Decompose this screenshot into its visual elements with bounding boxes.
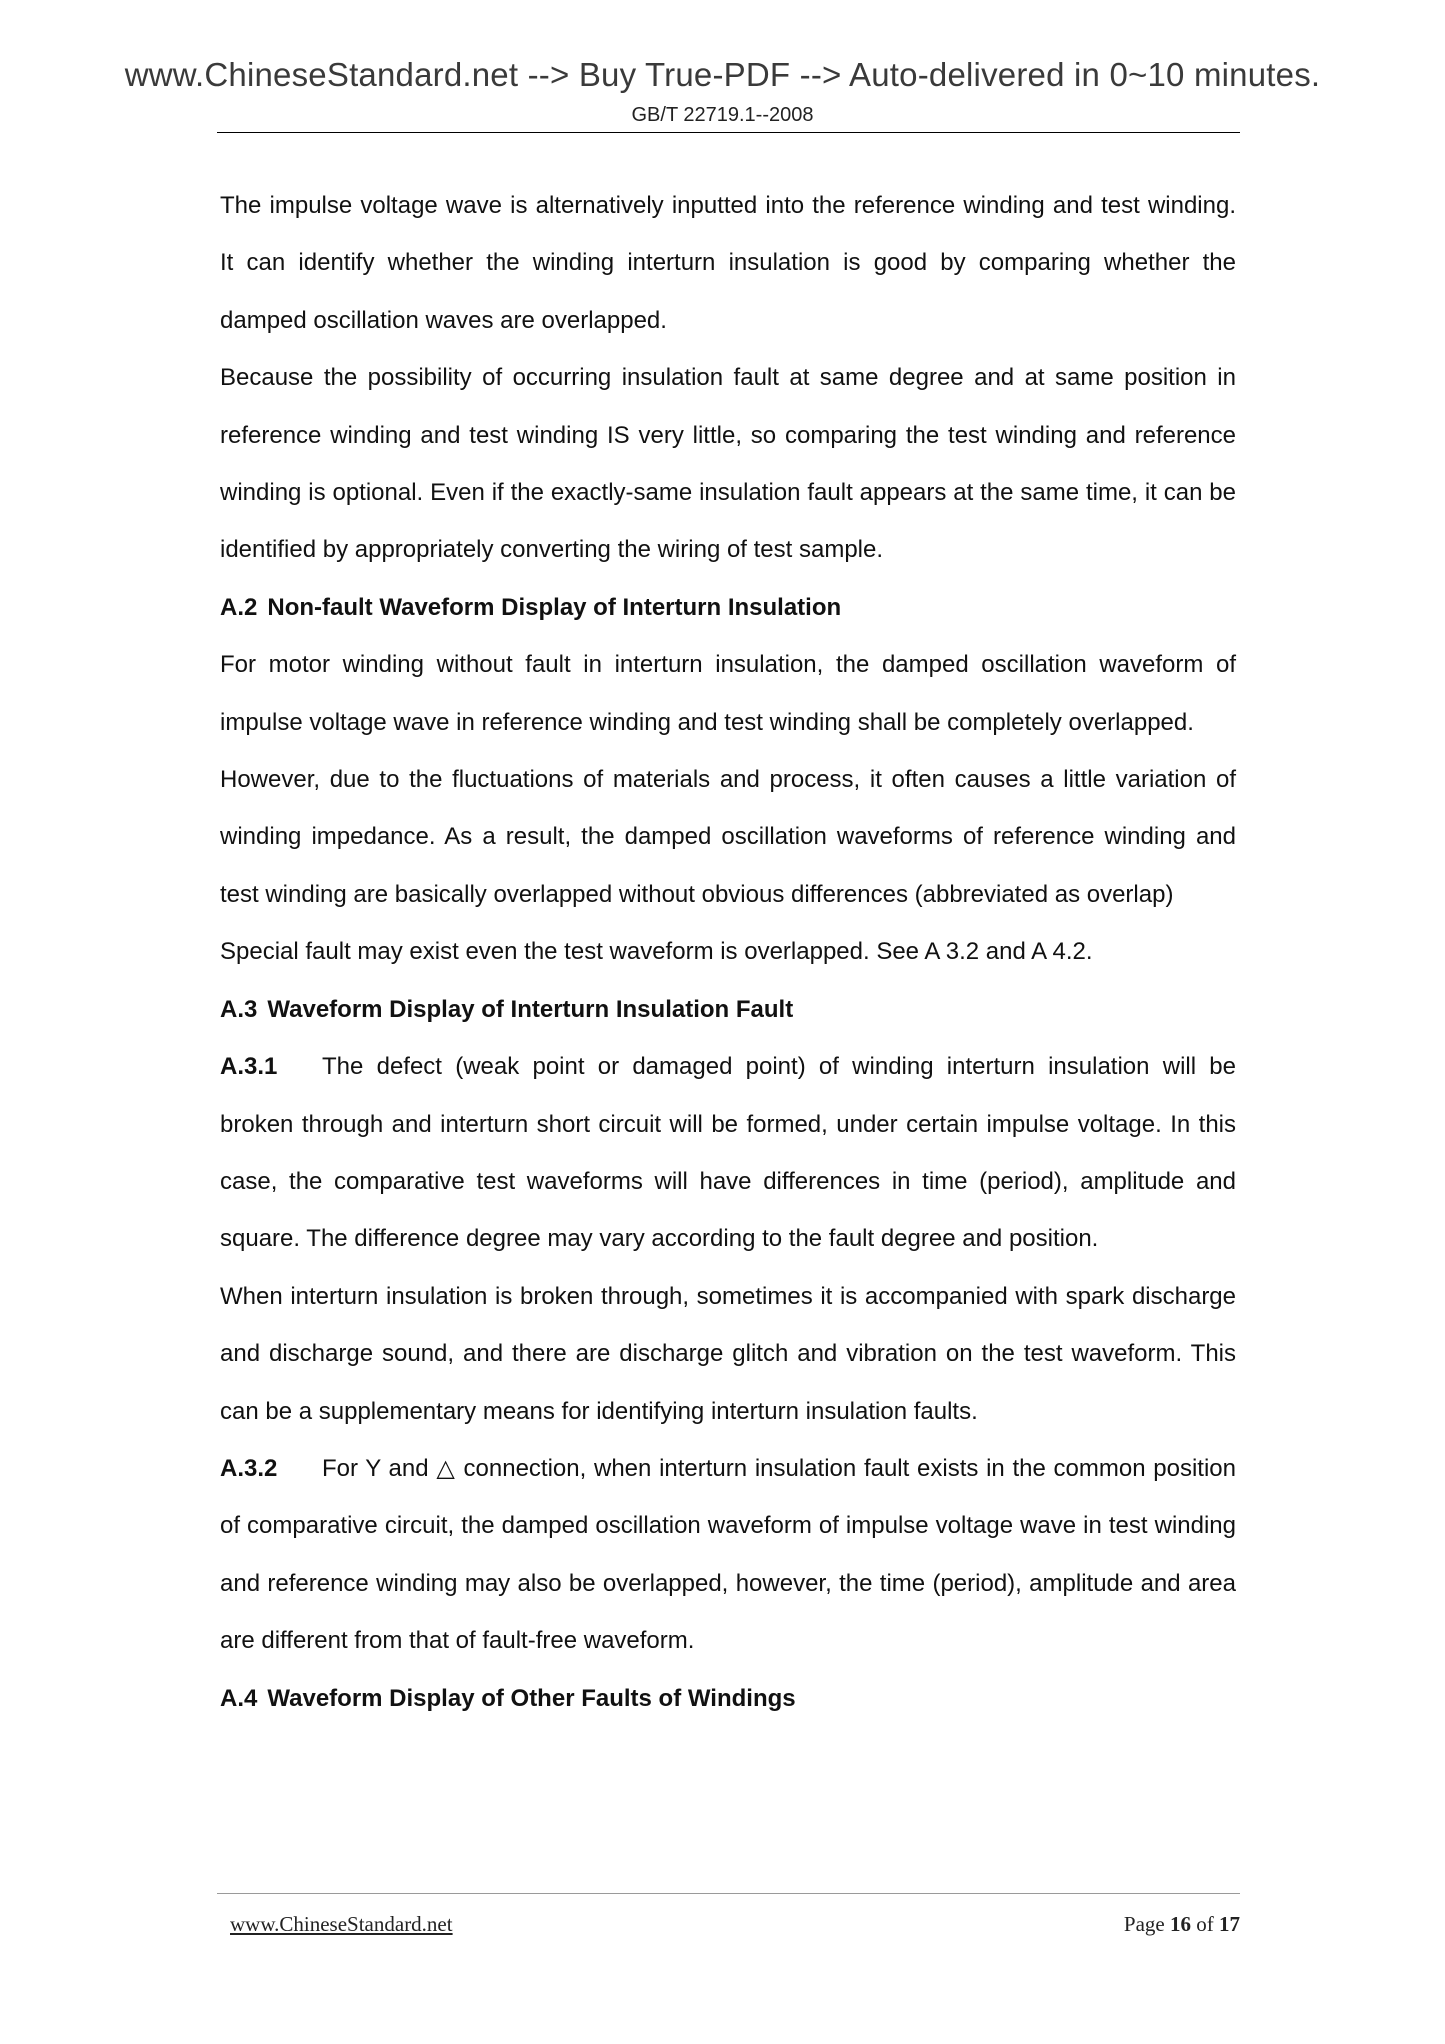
clause-text: For Y and △ connection, when interturn insulation fault exists in the common position of comparative circuit, the damped oscillation waveform of impulse voltage wave in test winding and reference winding may also be overlapped, however, the time (period), amplitude and area are different from that of fault-free waveform.	[220, 1454, 1236, 1655]
section-number: A.4	[220, 1684, 258, 1712]
clause-text: The defect (weak point or damaged point) of winding interturn insulation will be broken through and interturn short circuit will be formed, under certain impulse voltage. In this case, the comparative test waveforms will have differences in time (period), amplitude and square. The difference degree may vary according to the fault degree and position.	[220, 1053, 1236, 1253]
paragraph-breakdown-discharge: When interturn insulation is broken through, sometimes it is accompanied with spark discharge and discharge sound, and there are discharge glitch and vibration on the test waveform. This can be a supplementary means for identifying interturn insulation faults.	[220, 1282, 1236, 1425]
section-heading-a4	[220, 1670, 1236, 1727]
page-of: of	[1196, 1912, 1214, 1936]
header-divider	[217, 132, 1240, 133]
section-heading-a2	[220, 579, 1236, 636]
footer-site-link[interactable]: www.ChineseStandard.net	[230, 1912, 453, 1936]
paragraph-special-fault: Special fault may exist even the test waveform is overlapped. See A 3.2 and A 4.2.	[220, 938, 1093, 966]
clause-a3-1	[220, 1038, 1236, 1268]
section-number: A.2	[220, 593, 258, 621]
clause-number: A.3.1	[220, 1053, 278, 1081]
paragraph-non-fault-waveform: For motor winding without fault in interturn insulation, the damped oscillation waveform of impulse voltage wave in reference winding and test winding shall be completely overlapped.	[220, 651, 1236, 736]
paragraph-material-fluctuation: However, due to the fluctuations of materials and process, it often causes a little variation of winding impedance. As a result, the damped oscillation waveforms of reference winding and test winding are basically overlapped without obvious differences (abbreviated as overlap)	[220, 766, 1236, 908]
section-title: Non-fault Waveform Display of Interturn Insulation	[267, 593, 842, 621]
page-word: Page	[1123, 1912, 1165, 1936]
total-pages: 17	[1219, 1912, 1240, 1936]
section-title: Waveform Display of Interturn Insulation Fault	[267, 995, 794, 1023]
section-title: Waveform Display of Other Faults of Windings	[267, 1684, 796, 1712]
current-page: 16	[1170, 1912, 1191, 1936]
section-number: A.3	[220, 995, 258, 1023]
document-body	[220, 177, 1236, 1727]
clause-a3-2	[220, 1440, 1236, 1670]
paragraph-impulse-input: The impulse voltage wave is alternatively inputted into the reference winding and test winding. It can identify whether the winding interturn insulation is good by comparing whether the damped oscillation waves are overlapped.	[220, 192, 1236, 334]
site-banner: www.ChineseStandard.net --> Buy True-PDF --> Auto-delivered in 0~10 minutes.	[124, 56, 1321, 93]
standard-code: GB/T 22719.1--2008	[631, 104, 814, 126]
clause-number: A.3.2	[220, 1454, 278, 1482]
page-number	[1124, 1912, 1240, 1937]
section-heading-a3	[220, 981, 1236, 1038]
paragraph-fault-possibility: Because the possibility of occurring insulation fault at same degree and at same position in reference winding and test winding IS very little, so comparing the test winding and reference winding is optional. Even if the exactly-same insulation fault appears at the same time, it can be identified by appropriately converting the wiring of test sample.	[220, 364, 1236, 564]
footer-divider	[217, 1893, 1240, 1894]
